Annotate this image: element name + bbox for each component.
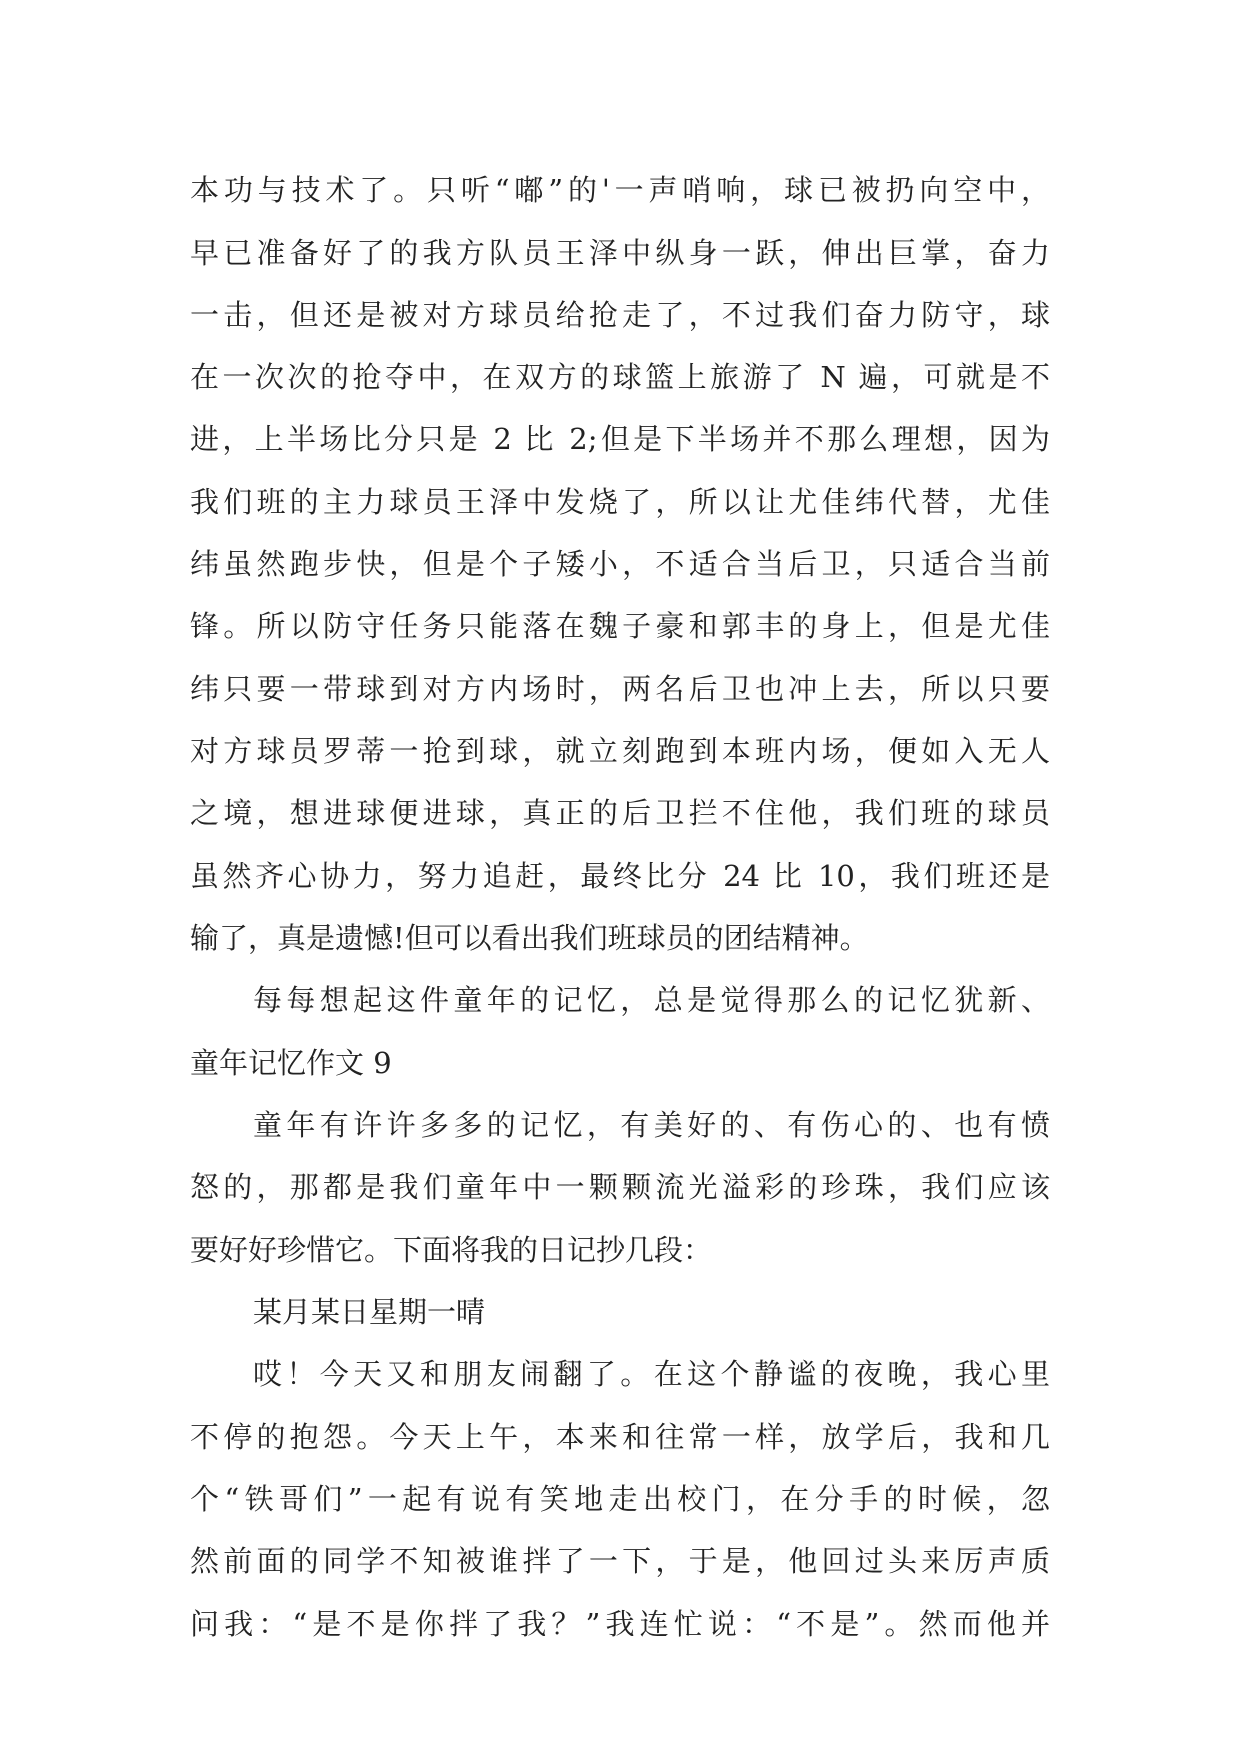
text-line: 对方球员罗蒂一抢到球，就立刻跑到本班内场，便如入无人 bbox=[190, 734, 1050, 768]
text-line: 不停的抱怨。今天上午，本来和往常一样，放学后，我和几 bbox=[190, 1420, 1050, 1454]
paragraph-end-line: 要好好珍惜它。下面将我的日记抄几段： bbox=[190, 1233, 713, 1267]
text-line: 锋。所以防守任务只能落在魏子豪和郭丰的身上，但是尤佳 bbox=[190, 609, 1050, 643]
text-line: 一击，但还是被对方球员给抢走了，不过我们奋力防守，球 bbox=[190, 298, 1050, 332]
diary-date-line: 某月某日星期一晴 bbox=[253, 1295, 486, 1329]
paragraph-end-line: 输了，真是遗憾!但可以看出我们班球员的团结精神。 bbox=[190, 921, 869, 955]
text-line: 纬虽然跑步快，但是个子矮小，不适合当后卫，只适合当前 bbox=[190, 547, 1050, 581]
text-line: 问我：“是不是你拌了我？”我连忙说：“不是”。然而他并 bbox=[190, 1607, 1050, 1641]
text-line: 怒的，那都是我们童年中一颗颗流光溢彩的珍珠，我们应该 bbox=[190, 1170, 1050, 1204]
paragraph-first-line: 童年有许许多多的记忆，有美好的、有伤心的、也有愤 bbox=[253, 1108, 1050, 1142]
text-line: 早已准备好了的我方队员王泽中纵身一跃，伸出巨掌，奋力 bbox=[190, 236, 1050, 270]
text-line: 在一次次的抢夺中，在双方的球篮上旅游了 N 遍，可就是不 bbox=[190, 360, 1050, 394]
section-heading: 童年记忆作文 9 bbox=[190, 1046, 392, 1080]
text-line: 之境，想进球便进球，真正的后卫拦不住他，我们班的球员 bbox=[190, 796, 1050, 830]
text-line: 本功与技术了。只听“嘟”的'一声哨响，球已被扔向空中， bbox=[190, 173, 1050, 207]
paragraph-first-line: 每每想起这件童年的记忆，总是觉得那么的记忆犹新、 bbox=[253, 983, 1050, 1017]
paragraph-first-line: 哎！今天又和朋友闹翻了。在这个静谧的夜晚，我心里 bbox=[253, 1357, 1050, 1391]
text-line: 我们班的主力球员王泽中发烧了，所以让尤佳纬代替，尤佳 bbox=[190, 485, 1050, 519]
text-line: 虽然齐心协力，努力追赶，最终比分 24 比 10，我们班还是 bbox=[190, 859, 1050, 893]
text-line: 进，上半场比分只是 2 比 2;但是下半场并不那么理想，因为 bbox=[190, 422, 1050, 456]
text-line: 个“铁哥们”一起有说有笑地走出校门，在分手的时候，忽 bbox=[190, 1482, 1050, 1516]
text-line: 纬只要一带球到对方内场时，两名后卫也冲上去，所以只要 bbox=[190, 672, 1050, 706]
text-line: 然前面的同学不知被谁拌了一下，于是，他回过头来厉声质 bbox=[190, 1544, 1050, 1578]
